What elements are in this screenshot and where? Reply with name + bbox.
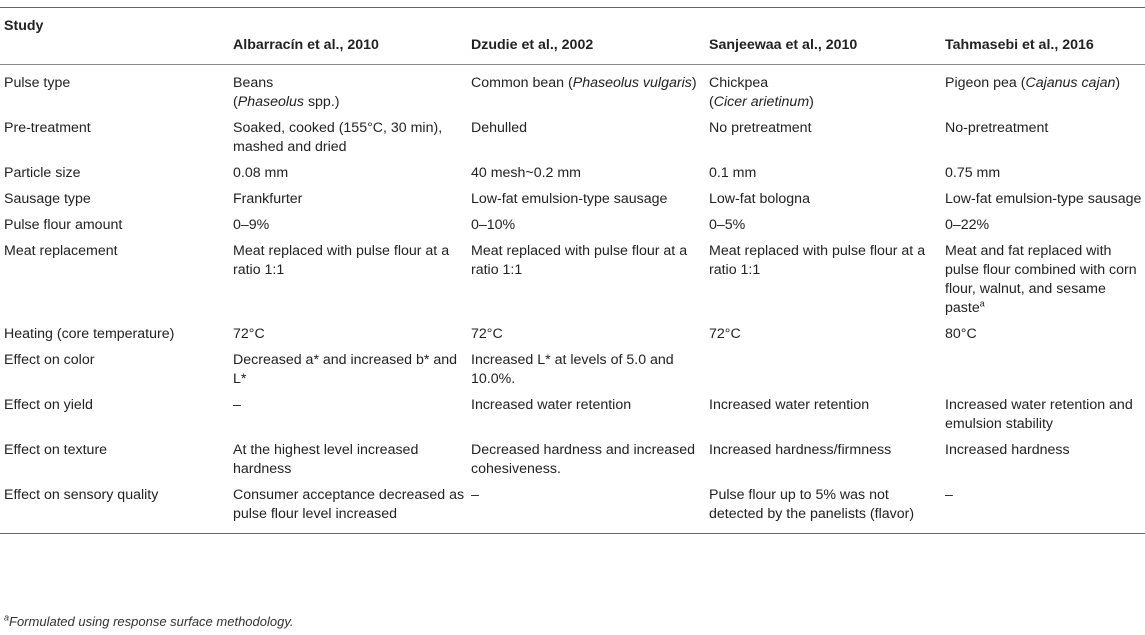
table-cell: 40 mesh~0.2 mm — [471, 165, 582, 181]
row-label: Pre-treatment — [4, 120, 91, 136]
row-label: Particle size — [4, 165, 81, 181]
table-cell: Soaked, cooked (155°C, 30 min), mashed and dried — [233, 120, 443, 155]
row-label: Effect on sensory quality — [4, 487, 159, 503]
header-study-label: Study — [4, 18, 44, 34]
table-cell: 0–10% — [471, 217, 516, 233]
table-cell: Increased L* at levels of 5.0 and 10.0%. — [471, 352, 674, 387]
footnote-marker: a — [4, 612, 10, 623]
table-cell: Beans (Phaseolus spp.) — [233, 75, 340, 110]
table-cell: Increased water retention — [471, 397, 632, 413]
table-cell: Meat replaced with pulse flour at a ratio 1:1 — [233, 243, 450, 278]
table-cell: Common bean (Phaseolus vulgaris) — [471, 75, 697, 91]
table-row — [0, 238, 1145, 321]
table-cell: – — [945, 487, 953, 503]
header-study-1: Albarracín et al., 2010 — [233, 37, 379, 53]
table-row — [0, 392, 1145, 437]
table-row — [0, 186, 1145, 212]
table-cell: No-pretreatment — [945, 120, 1049, 136]
row-label: Effect on yield — [4, 397, 93, 413]
table-cell: Decreased a* and increased b* and L* — [233, 352, 458, 387]
row-label: Effect on texture — [4, 442, 108, 458]
table-row — [0, 115, 1145, 160]
table-row — [0, 482, 1145, 534]
table-cell: Chickpea (Cicer arietinum) — [709, 75, 814, 110]
pulse-sausage-table — [0, 7, 1145, 534]
table-cell: Increased hardness — [945, 442, 1070, 458]
table-cell: 72°C — [471, 326, 503, 342]
table-cell: – — [233, 397, 241, 413]
table-cell: 80°C — [945, 326, 977, 342]
table-row — [0, 160, 1145, 186]
table-row — [0, 212, 1145, 238]
header-study-4: Tahmasebi et al., 2016 — [945, 37, 1094, 53]
table-cell: Decreased hardness and increased cohesiveness. — [471, 442, 695, 477]
table-cell: 0–22% — [945, 217, 990, 233]
row-label: Meat replacement — [4, 243, 118, 259]
table-cell: 0.75 mm — [945, 165, 1001, 181]
table-cell: – — [471, 487, 479, 503]
row-label: Pulse type — [4, 75, 71, 91]
table-cell: Meat replaced with pulse flour at a ratio 1:1 — [471, 243, 688, 278]
header-study-2: Dzudie et al., 2002 — [471, 37, 594, 53]
table-cell: 0–9% — [233, 217, 270, 233]
table-cell: Dehulled — [471, 120, 528, 136]
footnote-marker: a — [979, 298, 985, 309]
table-cell: 0.1 mm — [709, 165, 757, 181]
table-cell: Low-fat bologna — [709, 191, 810, 207]
table-cell: No pretreatment — [709, 120, 812, 136]
table-cell: Pulse flour up to 5% was not detected by the panelists (flavor) — [709, 487, 915, 522]
table-row — [0, 321, 1145, 347]
header-study-3: Sanjeewaa et al., 2010 — [709, 37, 858, 53]
row-label: Pulse flour amount — [4, 217, 123, 233]
table-cell: 72°C — [709, 326, 741, 342]
table-cell: 0–5% — [709, 217, 746, 233]
table-row — [0, 347, 1145, 392]
row-label: Sausage type — [4, 191, 91, 207]
table-cell: Meat and fat replaced with pulse flour combined with corn flour, walnut, and sesame paste$^a$ — [945, 243, 1137, 316]
table-footnote — [4, 614, 294, 629]
table-cell: Increased water retention — [709, 397, 870, 413]
table-cell — [709, 347, 945, 392]
row-label: Heating (core temperature) — [4, 326, 175, 342]
table-cell: Pigeon pea (Cajanus cajan) — [945, 75, 1121, 91]
table-row — [0, 437, 1145, 482]
table-cell — [945, 347, 1145, 392]
table-cell: At the highest level increased hardness — [233, 442, 419, 477]
footnote-text: Formulated using response surface methodology. — [9, 614, 294, 629]
table-cell: Increased water retention and emulsion stability — [945, 397, 1133, 432]
table-cell: 0.08 mm — [233, 165, 289, 181]
table-cell: Consumer acceptance decreased as pulse flour level increased — [233, 487, 465, 522]
table-cell: Increased hardness/firmness — [709, 442, 892, 458]
table-cell: Meat replaced with pulse flour at a ratio 1:1 — [709, 243, 926, 278]
row-label: Effect on color — [4, 352, 95, 368]
table-row — [0, 65, 1145, 116]
table-cell: Low-fat emulsion-type sausage — [945, 191, 1142, 207]
table-cell: 72°C — [233, 326, 265, 342]
table-cell: Frankfurter — [233, 191, 303, 207]
table-cell: Low-fat emulsion-type sausage — [471, 191, 668, 207]
